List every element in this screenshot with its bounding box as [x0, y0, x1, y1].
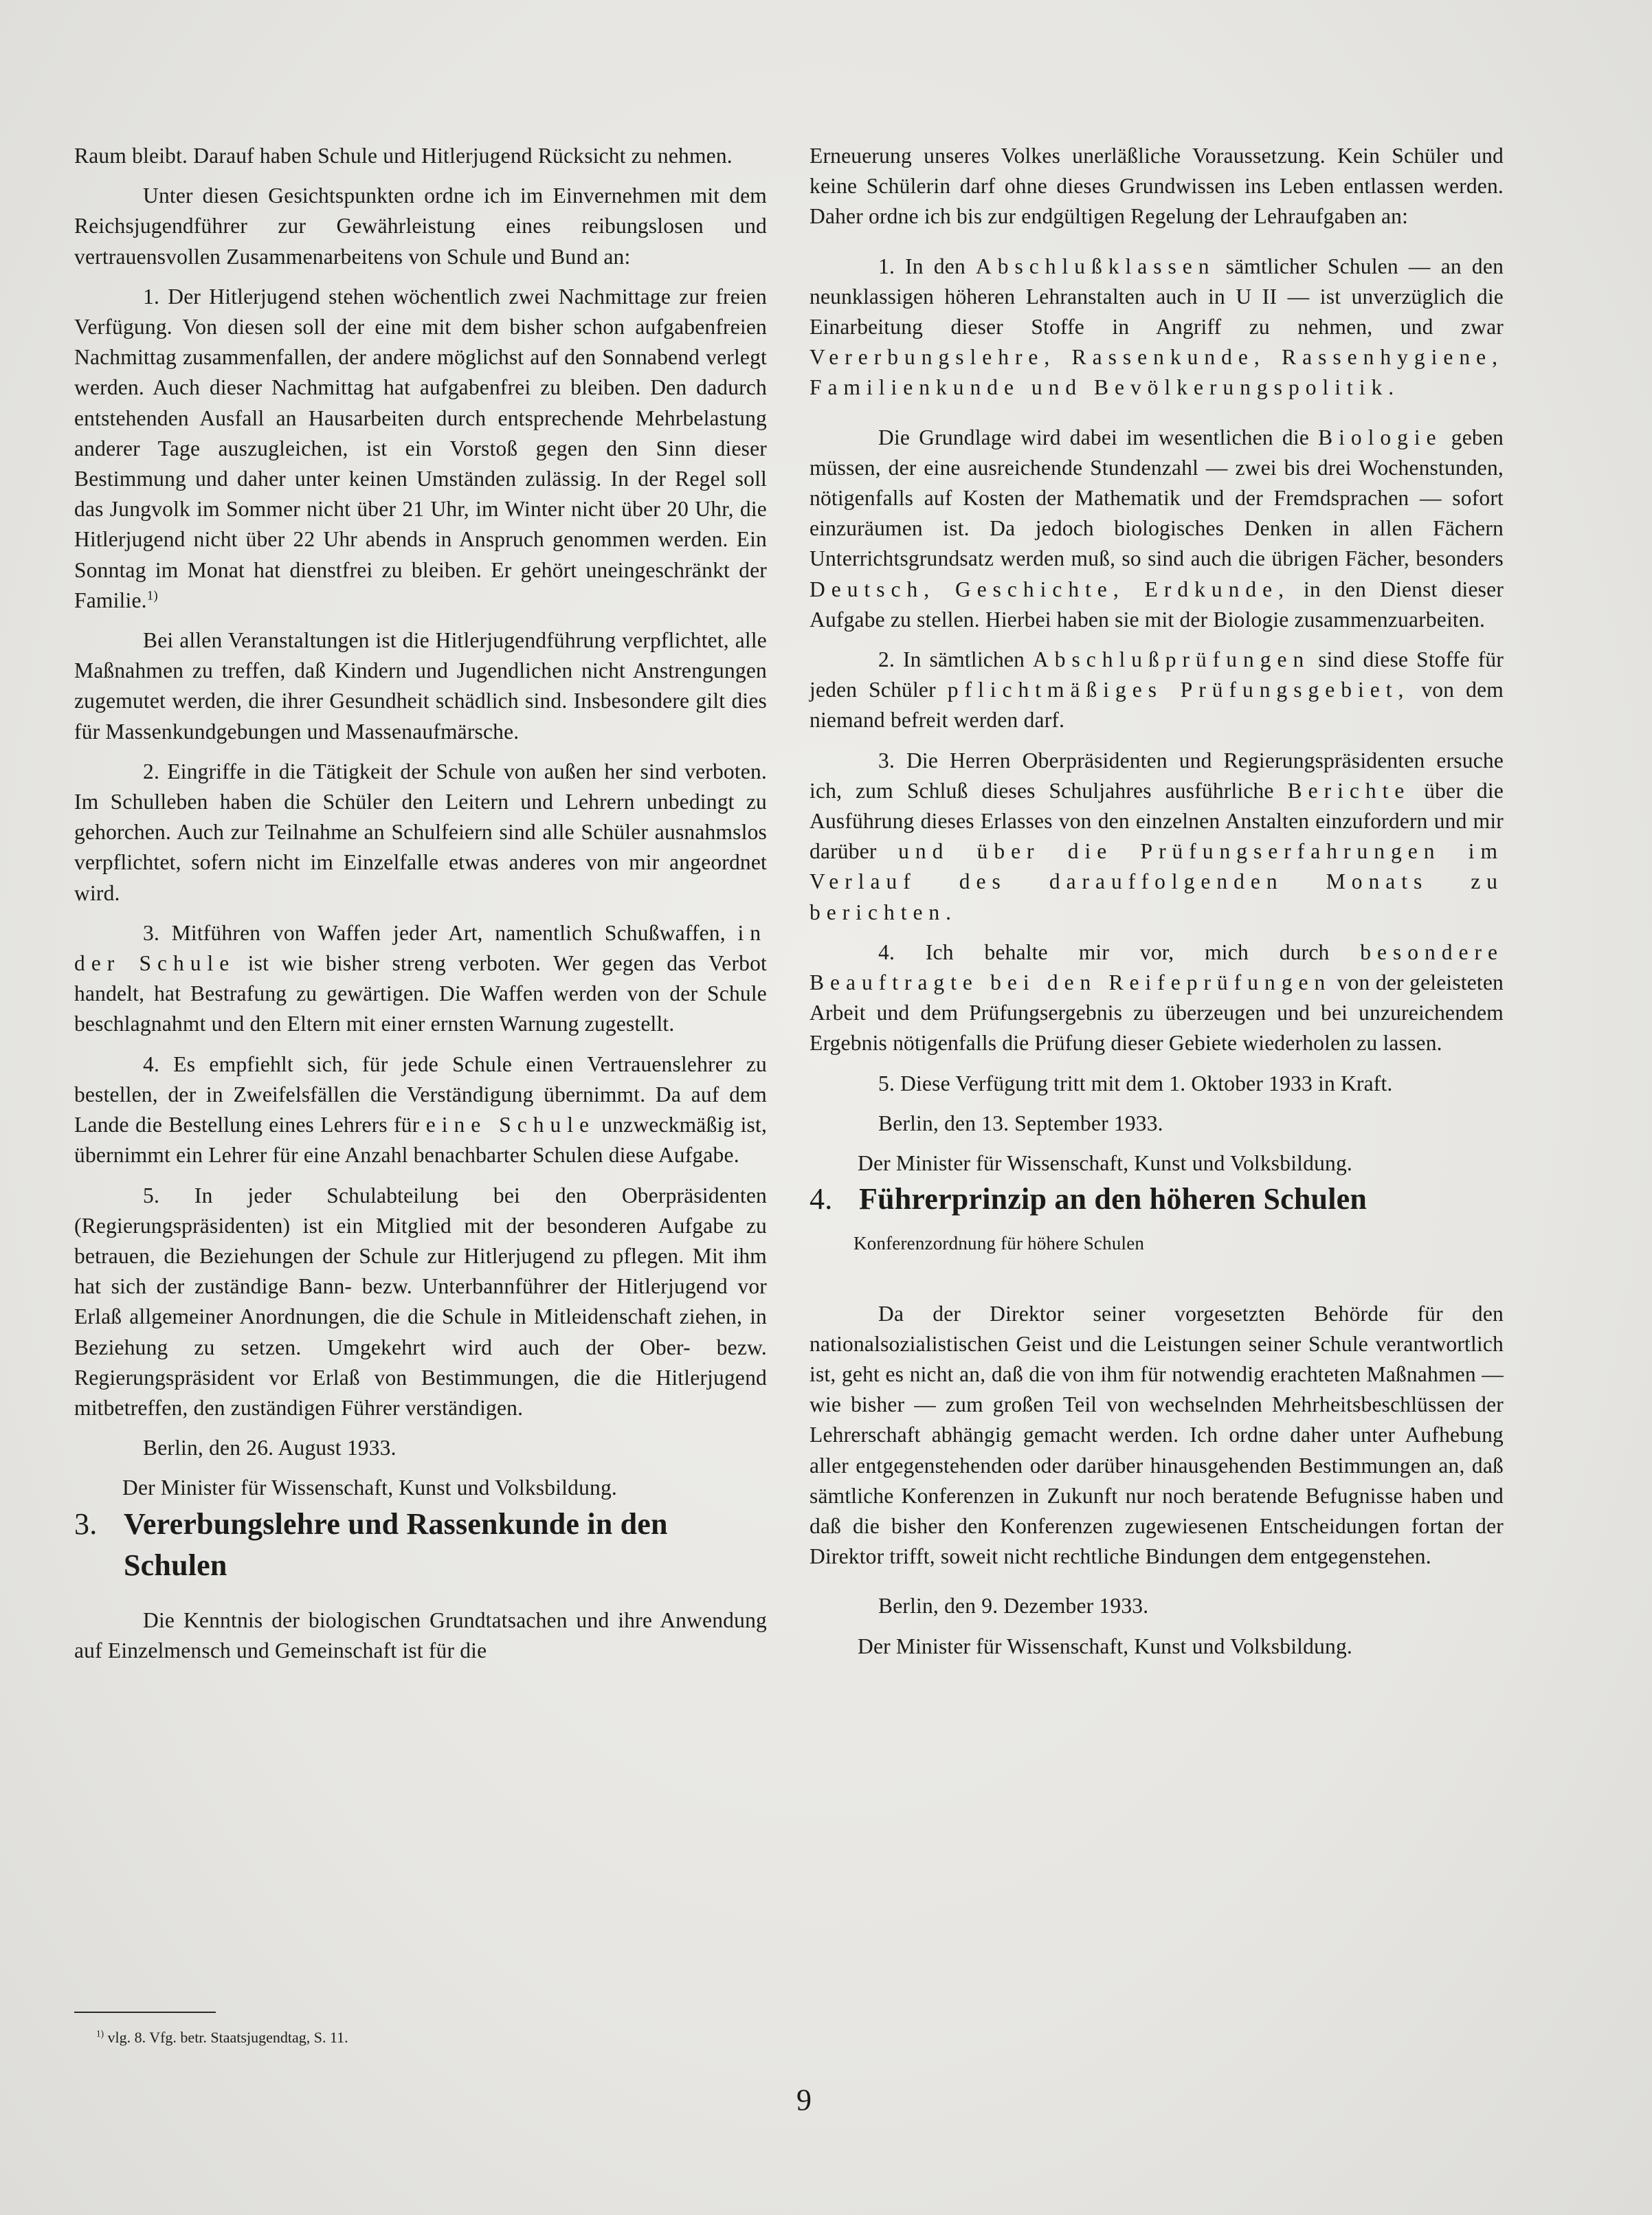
decree-item-1-text: 1. Der Hitlerjugend stehen wöchentlich zwei Nachmittage zur freien Verfügung. Von diesen soll der eine mit dem bisher schon aufgabenfreien Nachmittag zusammenfallen, der andere möglichst auf den Sonnabend verlegt werden. Auch dieser Nachmittag hat aufgabenfrei zu bleiben. Den dadurch entstehenden Ausfall an Hausarbeiten durch entsprechende Mehrbelastung anderer Tage auszugleichen, ist ein Vorstoß gegen den Sinn dieser Bestimmung und daher unter keinen Umständen zulässig. In der Regel soll das Jungvolk im Sommer nicht über 21 Uhr, im Winter nicht über 20 Uhr, die Hitlerjugend nicht über 22 Uhr abends in Anspruch genommen werden. Ein Sonntag im Monat hat dienstfrei zu bleiben. Er gehört uneingeschränkt der Familie.: [74, 284, 767, 612]
paragraph-biology: [810, 423, 1504, 635]
decree-item-4-text-b: unzweckmäßig ist, übernimmt ein Lehrer für eine Anzahl benachbarter Schulen diese Aufgabe.: [74, 1113, 768, 1168]
footnote-reference[interactable]: 1): [146, 588, 158, 603]
decree-item-4: [810, 937, 1504, 1059]
minister-signature: Der Minister für Wissenschaft, Kunst und Volksbildung.: [858, 1151, 1352, 1176]
decree-item-5: 5. Diese Verfügung tritt mit dem 1. Oktober 1933 in Kraft.: [878, 1071, 1393, 1095]
paragraph-events: Bei allen Veranstaltungen ist die Hitlerjugendführung verpflichtet, alle Maßnahmen zu treffen, daß Kindern und Jugendlichen nicht Anstrengungen zugemutet werden, die ihrer Gesundheit schädlich sind. Insbesondere gilt dies für Massenkundgebungen und Massenaufmärsche.: [74, 628, 767, 744]
section-3-intro: Die Kenntnis der biologischen Grundtatsachen und ihre Anwendung auf Einzelmensch und Gemeinschaft ist für die: [74, 1607, 767, 1662]
decree-item-2: [810, 645, 1504, 736]
section-number: 4.: [810, 1182, 833, 1216]
decree-item-4-text-a: 4. Es empfiehlt sich, für jede Schule einen Vertrauenslehrer zu bestellen, der in Zweifelsfällen die Verständigung übernimmt. Da auf dem Lande die Bestellung eines Lehrers für: [74, 1051, 767, 1137]
decree-item-1-text-b: sämtlicher Schulen — an den neunklassigen höheren Lehranstalten auch in U II — ist unverzüglich die Einarbeitung dieser Stoffe in Angriff zu nehmen, und zwar: [810, 254, 1504, 340]
paragraph-continuation: Erneuerung unseres Volkes unerläßliche Voraussetzung. Kein Schüler und keine Schülerin darf ohne dieses Grundwissen ins Leben entlassen werden. Daher ordne ich bis zur endgültigen Regelung der Lehraufgaben an:: [810, 144, 1504, 229]
minister-signature: Der Minister für Wissenschaft, Kunst und Volksbildung.: [858, 1634, 1352, 1658]
emphasis-spaced: besondere Beauftragte bei den Reifeprüfungen: [810, 939, 1504, 995]
decree-item-4: [74, 1049, 767, 1171]
section-number: 3.: [74, 1506, 98, 1541]
emphasis-spaced: Deutsch, Geschichte, Erdkunde,: [810, 577, 1290, 601]
emphasis-spaced: pflichtmäßiges Prüfungsgebiet,: [947, 678, 1410, 702]
decree-item-2: 2. Eingriffe in die Tätigkeit der Schule von außen her sind verboten. Im Schulleben haben die Schüler den Leitern und Lehrern unbedingt zu gehorchen. Auch zur Teilnahme an Schulfeiern sind alle Schüler ausnahmslos verpflichtet, sofern nicht im Einzelfalle etwas anderes von mir angeordnet wird.: [74, 759, 767, 905]
decree-item-2-text-c: von dem niemand befreit werden darf.: [810, 678, 1504, 733]
emphasis-spaced: Biologie: [1318, 425, 1442, 449]
left-column: [74, 141, 767, 1666]
section-4-subtitle: Konferenzordnung für höhere Schulen: [853, 1233, 1145, 1254]
emphasis-spaced: eine Schule: [425, 1113, 595, 1137]
footnote-divider: [74, 2012, 216, 2013]
paragraph-biology-text-a: Die Grundlage wird dabei im wesentlichen die: [878, 425, 1309, 449]
paragraph-continuation: Raum bleibt. Darauf haben Schule und Hitlerjugend Rücksicht zu nehmen.: [74, 144, 733, 168]
decree-item-1: [810, 252, 1504, 403]
decree-item-3-text-a: 3. Mitführen von Waffen jeder Art, namentlich Schußwaffen,: [143, 920, 726, 945]
section-title: Führerprinzip an den höheren Schulen: [859, 1182, 1368, 1216]
emphasis-spaced: in der Schule: [74, 920, 767, 976]
decree-item-3-text-b: über die Ausführung dieses Erlasses von den einzelnen Anstalten einzufordern und mir darüber: [810, 778, 1504, 864]
decree-item-1-text-a: 1. In den: [878, 254, 965, 278]
footnote: [96, 2027, 348, 2048]
decree-item-2-text-a: 2. In sämtlichen: [878, 647, 1025, 672]
footnote-text: vlg. 8. Vfg. betr. Staatsjugendtag, S. 11.: [107, 2029, 348, 2046]
decree-item-3: [74, 918, 767, 1040]
paragraph-biology-text-c: in den Dienst dieser Aufgabe zu stellen. Hierbei haben sie mit der Biologie zusammenzuarbeiten.: [810, 577, 1504, 632]
decree-date: Berlin, den 13. September 1933.: [878, 1111, 1163, 1135]
emphasis-spaced: Abschlußklassen: [976, 254, 1216, 278]
decree-item-3: [810, 746, 1504, 928]
section-4-heading: [810, 1179, 1504, 1220]
section-title: Vererbungslehre und Rassenkunde in den Schulen: [124, 1506, 668, 1582]
decree-item-3-text-b: ist wie bisher streng verboten. Wer gegen das Verbot handelt, hat Bestrafung zu gewärtigen. Die Waffen werden von der Schule beschlagnahmt und den Eltern mit einer ernsten Warnung zugestellt.: [74, 951, 767, 1036]
decree-item-2-text-b: sind diese Stoffe für jeden Schüler: [810, 647, 1504, 702]
emphasis-spaced: Berichte: [1287, 778, 1411, 803]
decree-item-4-text-a: 4. Ich behalte mir vor, mich durch: [878, 939, 1330, 964]
decree-date: Berlin, den 9. Dezember 1933.: [878, 1594, 1149, 1618]
decree-item-5: 5. In jeder Schulabteilung bei den Oberpräsidenten (Regierungspräsidenten) ist ein Mitglied mit der besonderen Aufgabe zu betrauen, die Beziehungen der Schule zur Hitlerjugend zu pflegen. Mit ihm hat sich der zuständige Bann- bezw. Unterbannführer der Hitlerjugend vor Erlaß allgemeiner Anordnungen, die die Schule in Mitleidenschaft ziehen, in Beziehung zu setzen. Umgekehrt wird auch der Ober- bezw. Regierungspräsident vor Erlaß von Bestimmungen, die die Hitlerjugend mitbetreffen, den zuständigen Führer verständigen.: [74, 1183, 767, 1420]
section-3-heading: [74, 1504, 767, 1586]
emphasis-spaced: Abschlußprüfungen: [1033, 647, 1310, 672]
emphasis-spaced: Vererbungslehre, Rassenkunde, Rassenhygiene, Familienkunde und Bevölkerungspolitik.: [810, 345, 1504, 400]
decree-item-1: [74, 282, 767, 616]
section-4-body: Da der Direktor seiner vorgesetzten Behörde für den nationalsozialistischen Geist und die Leistungen seiner Schule verantwortlich ist, geht es nicht an, daß die von ihm für notwendig erachteten Maßnahmen — wie bisher — zum großen Teil von wechselnden Mehrheitsbeschlüssen der Lehrerschaft abhängig gemacht werden. Ich ordne daher unter Aufhebung aller entgegenstehenden oder darüber hinausgehenden Bestimmungen an, daß sämtliche Konferenzen in Zukunft nur noch beratende Befugnisse haben und daß die bisher den Konferenzen zugewiesenen Entscheidungen fortan der Direktor trifft, soweit nicht rechtliche Bindungen dem entgegenstehen.: [810, 1301, 1504, 1569]
page-number: 9: [796, 2083, 812, 2117]
paragraph-biology-text-b: geben müssen, der eine ausreichende Stundenzahl — zwei bis drei Wochenstunden, nötigenfalls auf Kosten der Mathematik und der Fremdsprachen — sofort einzuräumen ist. Da jedoch biologisches Denken in allen Fächern Unterrichtsgrundsatz werden muß, so sind auch die übrigen Fächer, besonders: [810, 425, 1504, 571]
decree-date: Berlin, den 26. August 1933.: [143, 1436, 397, 1460]
minister-signature: Der Minister für Wissenschaft, Kunst und Volksbildung.: [122, 1476, 617, 1500]
decree-item-3-text-a: 3. Die Herren Oberpräsidenten und Regierungspräsidenten ersuche ich, zum Schluß dieses Schuljahres ausführliche: [810, 748, 1504, 803]
paragraph-order-intro: Unter diesen Gesichtspunkten ordne ich im Einvernehmen mit dem Reichsjugendführer zur Gewährleistung eines reibungslosen und vertrauensvollen Zusammenarbeitens von Schule und Bund an:: [74, 183, 767, 269]
emphasis-spaced: und über die Prüfungserfahrungen im Verlauf des darauffolgenden Monats zu berichten.: [810, 839, 1504, 924]
right-column: [810, 141, 1504, 1662]
decree-item-4-text-b: von der geleisteten Arbeit und dem Prüfungsergebnis zu überzeugen und bei unzureichendem Ergebnis nötigenfalls die Prüfung dieser Gebiete wiederholen zu lassen.: [810, 970, 1504, 1056]
footnote-marker: 1): [96, 2028, 104, 2039]
